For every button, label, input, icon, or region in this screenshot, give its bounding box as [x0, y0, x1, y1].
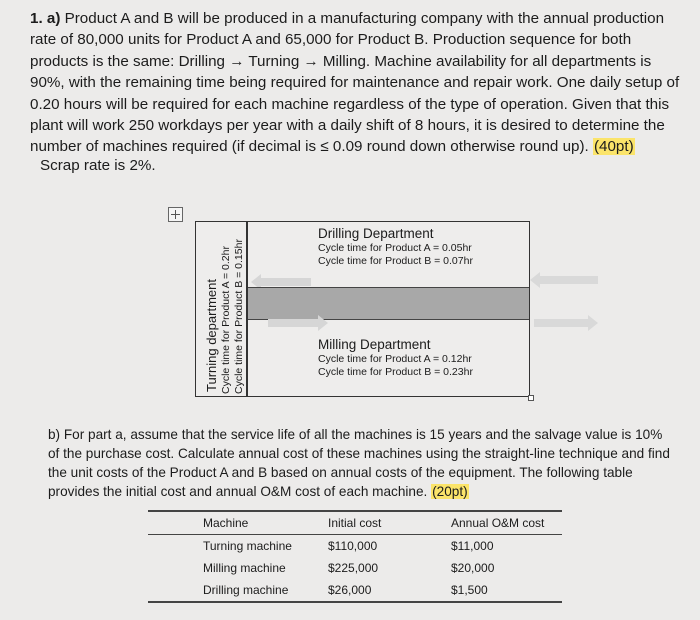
expand-plus-icon[interactable]	[168, 207, 183, 222]
milling-department-title: Milling Department	[318, 337, 431, 352]
header-annual-om-cost: Annual O&M cost	[451, 511, 562, 535]
cell-initial-cost: $26,000	[328, 579, 451, 602]
drilling-cycle-b: Cycle time for Product B = 0.07hr	[318, 255, 473, 267]
question-a-number: 1. a)	[30, 10, 61, 27]
question-b-text: b) For part a, assume that the service life of all the machines is 15 years and the salvage value is 10% of the purchase cost. Calculate annual cost of these machines using the straight-line technique and find the unit costs of the Product A and B based on annual costs of the equipment. The following table provides the initial cost and annual O&M cost of each machine.	[48, 427, 670, 499]
milling-department	[318, 336, 473, 379]
resize-handle[interactable]	[528, 395, 534, 401]
question-a-points: (40pt)	[593, 138, 634, 156]
milling-cycle-b: Cycle time for Product B = 0.23hr	[318, 366, 473, 378]
machine-cost-table	[148, 510, 562, 603]
flow-arrow-right-icon	[268, 319, 318, 327]
table-row	[148, 535, 562, 558]
drilling-cycle-a: Cycle time for Product A = 0.05hr	[318, 242, 472, 254]
milling-cycle-a: Cycle time for Product A = 0.12hr	[318, 353, 472, 365]
turning-department-title: Turning department	[204, 279, 219, 392]
table-header-row	[148, 511, 562, 535]
turning-cycle-b: Cycle time for Product B = 0.15hr	[233, 239, 245, 394]
table-row	[148, 579, 562, 602]
drilling-department-title: Drilling Department	[318, 226, 434, 241]
cell-machine: Turning machine	[203, 539, 292, 553]
question-a-text: Product A and B will be produced in a manufacturing company with the annual production rate of 80,000 units for Product A and 65,000 for Product B. Production sequence for both products is the same: Drilling → Turning → Milling. Machine availability for all departments is 90%, with the remaining time being required for maintenance and repair work. One daily setup of 0.20 hours will be required for each machine regardless of the type of operation. Given that this plant will work 250 workdays per year with a daily shift of 8 hours, it is desired to determine the number of machines required (if decimal is ≤ 0.09 round down otherwise round up).	[30, 10, 680, 156]
cell-initial-cost: $225,000	[328, 561, 379, 575]
cell-initial-cost: $110,000	[328, 539, 378, 553]
output-arrow-icon	[534, 319, 588, 327]
question-a	[30, 8, 682, 158]
turning-department-box	[195, 221, 247, 397]
scrap-rate-text: Scrap rate is 2%.	[40, 157, 156, 174]
cell-machine: Drilling machine	[148, 579, 328, 602]
question-b	[48, 425, 673, 501]
cell-om-cost: $20,000	[451, 561, 495, 575]
header-initial-cost: Initial cost	[328, 511, 451, 535]
header-machine: Machine	[148, 511, 328, 535]
question-b-points: (20pt)	[432, 484, 468, 499]
turning-cycle-a: Cycle time for Product A = 0.2hr	[220, 246, 232, 394]
aisle-band	[248, 287, 529, 320]
drilling-milling-box	[247, 221, 530, 397]
flow-arrow-left-icon	[261, 278, 311, 286]
input-arrow-icon	[540, 276, 598, 284]
table-row	[148, 557, 562, 579]
cell-om-cost: $1,500	[451, 579, 562, 602]
cell-machine: Milling machine	[203, 561, 286, 575]
cell-om-cost: $11,000	[451, 539, 494, 553]
drilling-department	[318, 225, 473, 268]
